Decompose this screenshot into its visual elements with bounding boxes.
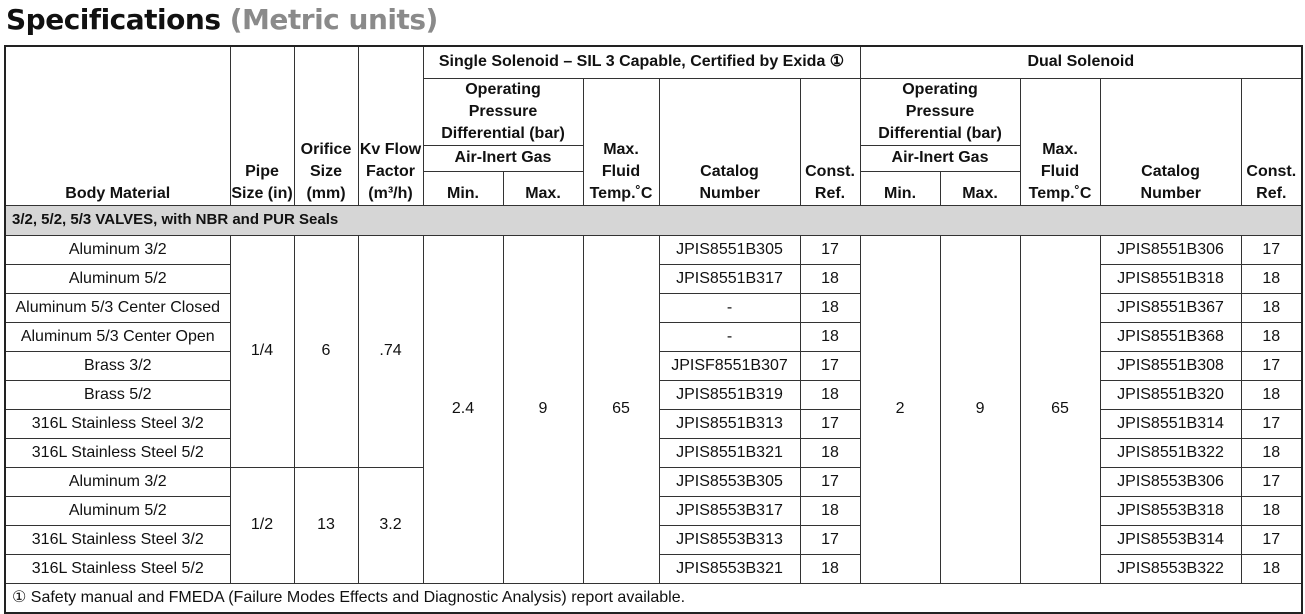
single-ref-cell: 18 [800,380,860,409]
dual-catalog-cell: JPIS8553B314 [1100,525,1241,554]
single-ref-cell: 18 [800,322,860,351]
dual-ref-cell: 18 [1241,496,1302,525]
single-catalog-cell: JPIS8551B321 [659,438,800,467]
header-body-material: Body Material [5,46,230,205]
dual-min-cell: 2 [860,235,940,583]
header-max-single: Max. [503,171,583,205]
single-ref-cell: 18 [800,496,860,525]
material-cell: Brass 5/2 [5,380,230,409]
single-catalog-cell: JPIS8553B321 [659,554,800,583]
orifice-size-cell: 6 [294,235,358,467]
single-ref-cell: 18 [800,293,860,322]
page-title [6,0,438,40]
single-catalog-cell: JPIS8553B317 [659,496,800,525]
material-cell: Aluminum 5/2 [5,496,230,525]
dual-catalog-cell: JPIS8551B318 [1100,264,1241,293]
header-max-dual: Max. [940,171,1020,205]
single-ref-cell: 17 [800,467,860,496]
single-catalog-cell: JPIS8551B305 [659,235,800,264]
single-catalog-cell: JPIS8553B313 [659,525,800,554]
dual-ref-cell: 17 [1241,525,1302,554]
single-ref-cell: 17 [800,409,860,438]
material-cell: 316L Stainless Steel 3/2 [5,525,230,554]
kv-flow-cell: 3.2 [358,467,423,583]
header-op-pressure-single: Operating Pressure Differential (bar) [423,78,583,145]
header-dual-solenoid: Dual Solenoid [860,46,1302,78]
single-ref-cell: 17 [800,235,860,264]
single-catalog-cell: - [659,322,800,351]
header-kv-flow: Kv Flow Factor (m³/h) [358,46,423,205]
material-cell: Aluminum 5/3 Center Open [5,322,230,351]
header-op-pressure-dual: Operating Pressure Differential (bar) [860,78,1020,145]
single-min-cell: 2.4 [423,235,503,583]
dual-ref-cell: 18 [1241,554,1302,583]
header-single-solenoid: Single Solenoid – SIL 3 Capable, Certified by Exida ① [423,46,860,78]
header-min-single: Min. [423,171,503,205]
dual-temp-cell: 65 [1020,235,1100,583]
single-ref-cell: 17 [800,525,860,554]
dual-catalog-cell: JPIS8551B306 [1100,235,1241,264]
title-main: Specifications [6,3,221,36]
single-ref-cell: 18 [800,438,860,467]
single-catalog-cell: JPIS8551B313 [659,409,800,438]
dual-catalog-cell: JPIS8551B322 [1100,438,1241,467]
dual-catalog-cell: JPIS8553B318 [1100,496,1241,525]
single-catalog-cell: JPIS8551B319 [659,380,800,409]
single-ref-cell: 18 [800,264,860,293]
header-air-inert-dual: Air-Inert Gas [860,145,1020,171]
single-ref-cell: 17 [800,351,860,380]
header-max-fluid-temp-dual: Max. Fluid Temp.˚C [1020,78,1100,205]
single-catalog-cell: JPIS8551B317 [659,264,800,293]
header-catalog-number-single: Catalog Number [659,78,800,205]
material-cell: Aluminum 3/2 [5,467,230,496]
header-const-ref-single: Const. Ref. [800,78,860,205]
dual-ref-cell: 17 [1241,467,1302,496]
material-cell: Aluminum 5/3 Center Closed [5,293,230,322]
material-cell: 316L Stainless Steel 5/2 [5,554,230,583]
dual-ref-cell: 17 [1241,351,1302,380]
dual-ref-cell: 17 [1241,409,1302,438]
single-catalog-cell: JPISF8551B307 [659,351,800,380]
dual-ref-cell: 18 [1241,264,1302,293]
header-air-inert-single: Air-Inert Gas [423,145,583,171]
orifice-size-cell: 13 [294,467,358,583]
pipe-size-cell: 1/4 [230,235,294,467]
dual-catalog-cell: JPIS8553B306 [1100,467,1241,496]
dual-ref-cell: 18 [1241,380,1302,409]
kv-flow-cell: .74 [358,235,423,467]
dual-catalog-cell: JPIS8551B320 [1100,380,1241,409]
single-temp-cell: 65 [583,235,659,583]
material-cell: 316L Stainless Steel 3/2 [5,409,230,438]
single-ref-cell: 18 [800,554,860,583]
material-cell: 316L Stainless Steel 5/2 [5,438,230,467]
title-subtitle: (Metric units) [229,3,438,36]
header-orifice-size: Orifice Size (mm) [294,46,358,205]
header-pipe-size: Pipe Size (in) [230,46,294,205]
footnote: ① Safety manual and FMEDA (Failure Modes Effects and Diagnostic Analysis) report available. [5,583,1302,613]
dual-catalog-cell: JPIS8553B322 [1100,554,1241,583]
pipe-size-cell: 1/2 [230,467,294,583]
single-max-cell: 9 [503,235,583,583]
dual-ref-cell: 18 [1241,293,1302,322]
header-min-dual: Min. [860,171,940,205]
header-const-ref-dual: Const. Ref. [1241,78,1302,205]
specifications-table [4,45,1303,614]
section-label: 3/2, 5/2, 5/3 VALVES, with NBR and PUR Seals [5,205,1302,235]
dual-catalog-cell: JPIS8551B368 [1100,322,1241,351]
single-catalog-cell: - [659,293,800,322]
header-catalog-number-dual: Catalog Number [1100,78,1241,205]
material-cell: Aluminum 3/2 [5,235,230,264]
dual-ref-cell: 18 [1241,438,1302,467]
dual-ref-cell: 17 [1241,235,1302,264]
single-catalog-cell: JPIS8553B305 [659,467,800,496]
material-cell: Aluminum 5/2 [5,264,230,293]
dual-catalog-cell: JPIS8551B367 [1100,293,1241,322]
dual-catalog-cell: JPIS8551B308 [1100,351,1241,380]
dual-catalog-cell: JPIS8551B314 [1100,409,1241,438]
dual-ref-cell: 18 [1241,322,1302,351]
header-max-fluid-temp-single: Max. Fluid Temp.˚C [583,78,659,205]
dual-max-cell: 9 [940,235,1020,583]
material-cell: Brass 3/2 [5,351,230,380]
